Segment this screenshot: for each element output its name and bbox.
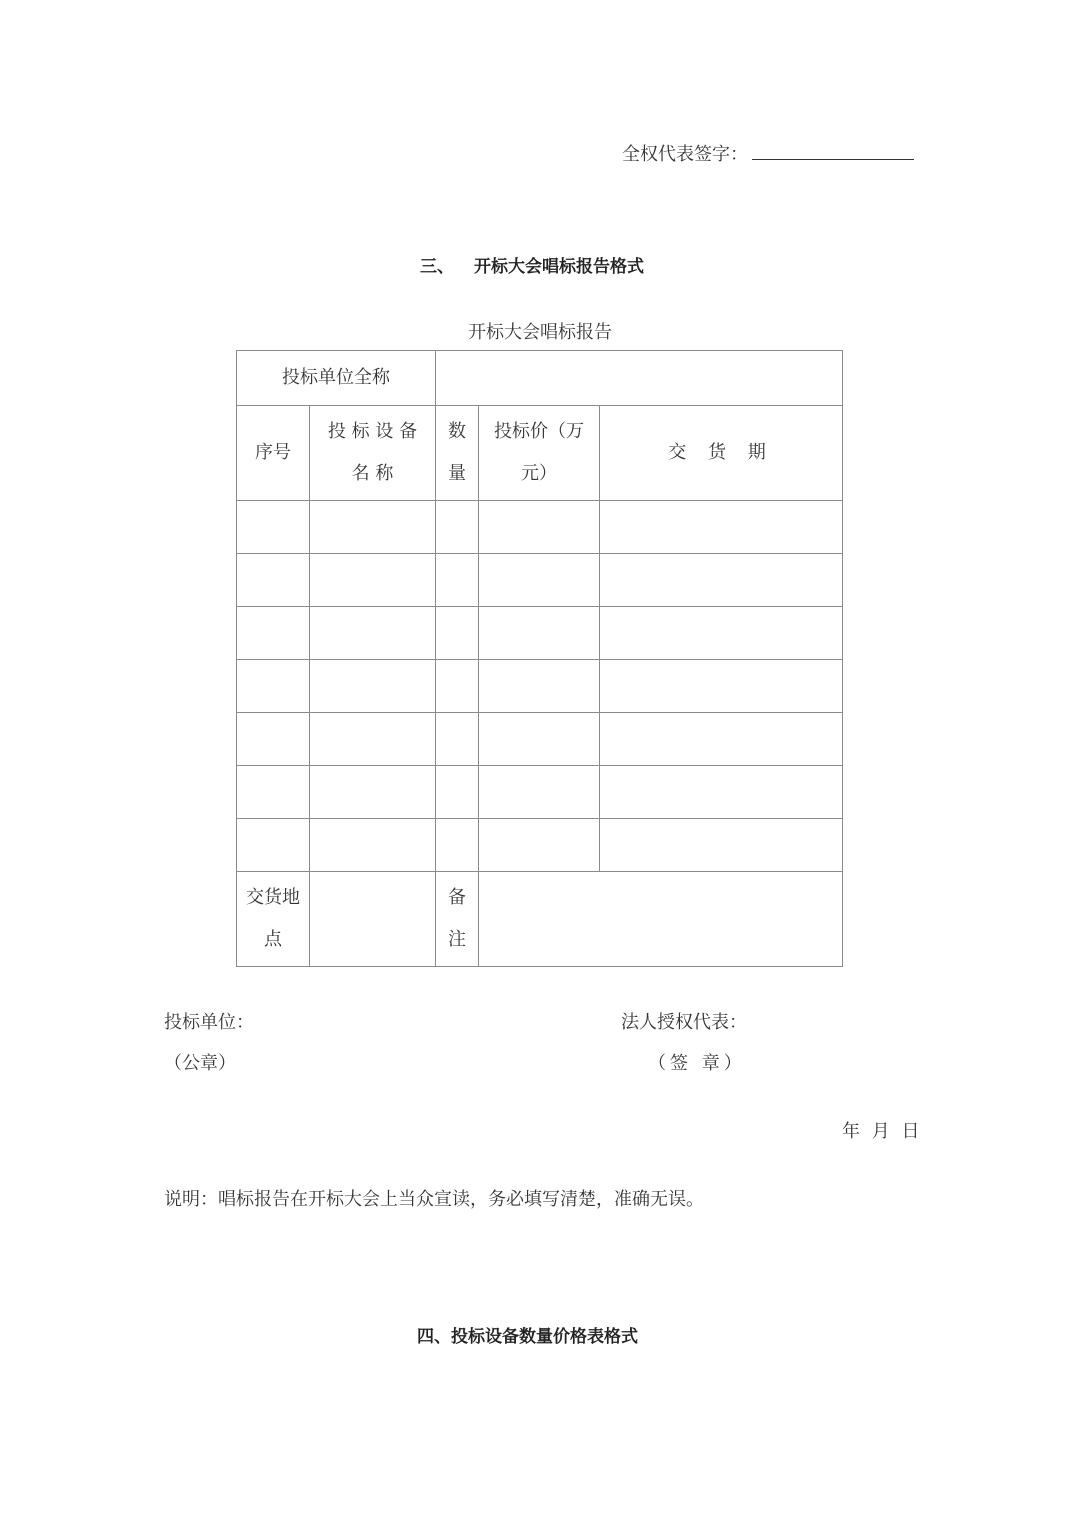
cell[interactable] [600, 660, 843, 713]
section-3-heading [420, 252, 644, 277]
cell[interactable] [237, 713, 310, 766]
signature-line [622, 140, 914, 166]
cell[interactable] [310, 713, 436, 766]
cell[interactable] [479, 607, 600, 660]
header-seq: 序号 [237, 406, 310, 501]
table-row [237, 351, 843, 406]
table-footer-row [237, 872, 843, 967]
cell[interactable] [237, 660, 310, 713]
cell[interactable] [237, 766, 310, 819]
delivery-place-label: 交货地点 [237, 872, 310, 967]
header-delivery: 交 货 期 [600, 406, 843, 501]
section-3-number: 三、 [420, 257, 454, 277]
header-qty: 数量 [436, 406, 479, 501]
cell[interactable] [479, 713, 600, 766]
signature-blank[interactable] [752, 143, 914, 160]
table-row [237, 501, 843, 554]
cell[interactable] [600, 554, 843, 607]
header-equipment: 投 标 设 备 名 称 [310, 406, 436, 501]
cell[interactable] [310, 501, 436, 554]
table-row [237, 713, 843, 766]
bidder-label: 投标单位： [164, 1012, 254, 1033]
unit-name-field[interactable] [436, 351, 843, 406]
table-row [237, 607, 843, 660]
representative-label: 法人授权代表： [621, 1012, 747, 1033]
cell[interactable] [310, 607, 436, 660]
signature-label: 全权代表签字： [622, 144, 748, 165]
table-row [237, 766, 843, 819]
cell[interactable] [436, 660, 479, 713]
cell[interactable] [600, 819, 843, 872]
unit-name-label: 投标单位全称 [237, 351, 436, 406]
cell[interactable] [600, 713, 843, 766]
delivery-place-field[interactable] [310, 872, 436, 967]
cell[interactable] [479, 501, 600, 554]
date-line: 年 月 日 [842, 1121, 923, 1142]
table-row [237, 660, 843, 713]
cell[interactable] [310, 819, 436, 872]
cell[interactable] [600, 766, 843, 819]
cell[interactable] [237, 554, 310, 607]
cell[interactable] [600, 607, 843, 660]
cell[interactable] [237, 819, 310, 872]
cell[interactable] [479, 766, 600, 819]
cell[interactable] [479, 554, 600, 607]
table-row [237, 554, 843, 607]
cell[interactable] [310, 660, 436, 713]
table-header-row [237, 406, 843, 501]
cell[interactable] [310, 766, 436, 819]
bid-opening-report-table [236, 350, 843, 967]
instruction-note: 说明：唱标报告在开标大会上当众宣读，务必填写清楚，准确无误。 [164, 1189, 704, 1210]
representative-sign: （签 章） [648, 1053, 746, 1074]
bidder-seal: （公章） [164, 1053, 236, 1074]
cell[interactable] [600, 501, 843, 554]
remarks-field[interactable] [479, 872, 843, 967]
report-caption: 开标大会唱标报告 [468, 322, 612, 343]
cell[interactable] [436, 766, 479, 819]
cell[interactable] [237, 501, 310, 554]
cell[interactable] [436, 501, 479, 554]
cell[interactable] [436, 819, 479, 872]
remarks-label: 备注 [436, 872, 479, 967]
cell[interactable] [436, 554, 479, 607]
cell[interactable] [310, 554, 436, 607]
cell[interactable] [479, 660, 600, 713]
cell[interactable] [436, 607, 479, 660]
section-3-title: 开标大会唱标报告格式 [474, 257, 644, 277]
cell[interactable] [479, 819, 600, 872]
table-row [237, 819, 843, 872]
cell[interactable] [237, 607, 310, 660]
section-4-heading: 四、投标设备数量价格表格式 [417, 1327, 638, 1347]
header-price: 投标价（万元） [479, 406, 600, 501]
cell[interactable] [436, 713, 479, 766]
